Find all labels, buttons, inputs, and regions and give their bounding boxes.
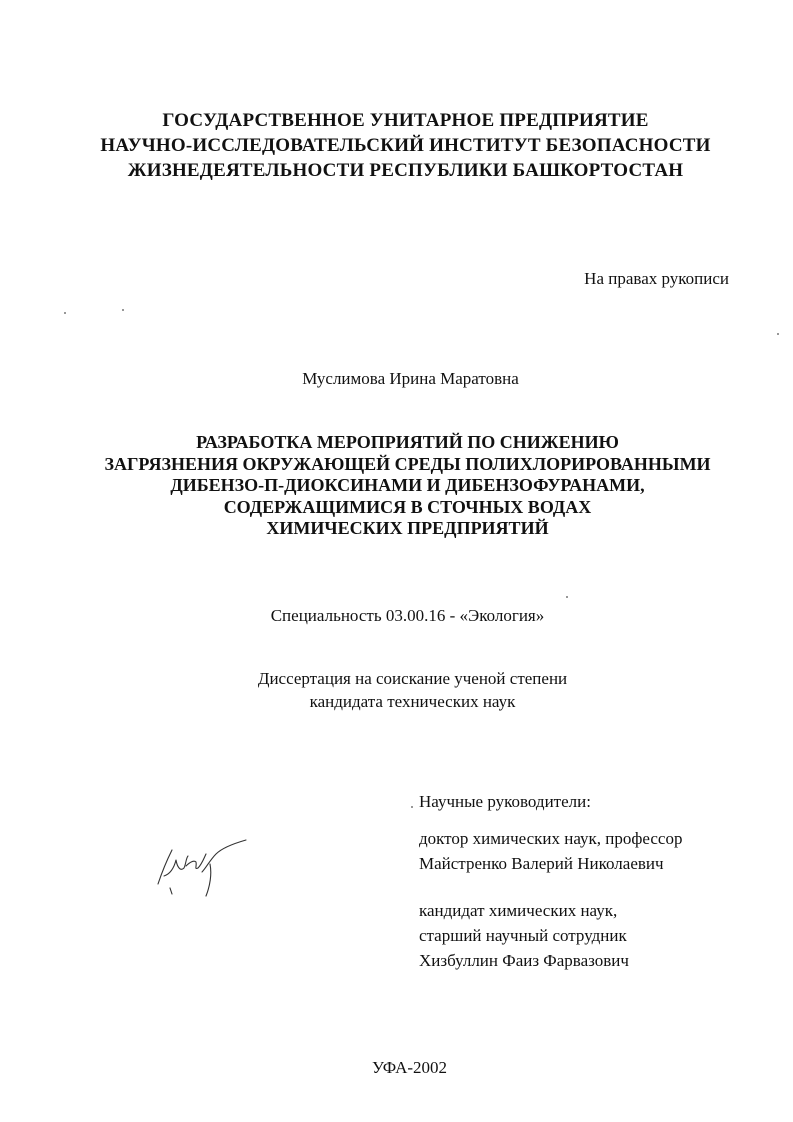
specialty-text: Специальность 03.00.16 - «Экология»	[270, 606, 545, 625]
title-line-5: ХИМИЧЕСКИХ ПРЕДПРИЯТИЙ	[266, 518, 549, 538]
organization-line-2: НАУЧНО-ИССЛЕДОВАТЕЛЬСКИЙ ИНСТИТУТ БЕЗОПАСНОСТИ	[100, 135, 711, 156]
manuscript-rights-note: На правах рукописи	[584, 269, 729, 288]
scan-speck	[777, 333, 779, 335]
city-year: УФА-2002	[371, 1058, 448, 1077]
supervisor-2-name: Хизбуллин Фаиз Фарвазович	[419, 951, 629, 970]
title-line-2: ЗАГРЯЗНЕНИЯ ОКРУЖАЮЩЕЙ СРЕДЫ ПОЛИХЛОРИРОВАННЫМИ	[104, 453, 711, 474]
supervisor-1-name: Майстренко Валерий Николаевич	[419, 854, 664, 873]
scan-speck	[411, 806, 413, 808]
handwritten-signature-icon	[150, 832, 260, 902]
dissertation-title	[0, 432, 793, 540]
supervisor-1-degree: доктор химических наук, профессор	[419, 829, 683, 848]
organization-line-3: ЖИЗНЕДЕЯТЕЛЬНОСТИ РЕСПУБЛИКИ БАШКОРТОСТАН	[127, 160, 684, 181]
scan-speck	[122, 309, 124, 311]
specialty-block	[0, 605, 793, 627]
supervisors-spacer	[419, 876, 682, 898]
supervisors-heading: Научные руководители:	[419, 792, 591, 811]
title-line-3: ДИБЕНЗО-П-ДИОКСИНАМИ И ДИБЕНЗОФУРАНАМИ,	[170, 475, 645, 495]
supervisor-2-position: старший научный сотрудник	[419, 926, 627, 945]
degree-statement	[0, 667, 793, 713]
supervisors-block	[419, 789, 682, 973]
degree-line-2: кандидата технических наук	[309, 692, 516, 711]
degree-line-1: Диссертация на соискание ученой степени	[257, 669, 568, 688]
signature-drawing	[150, 832, 260, 902]
title-line-4: СОДЕРЖАЩИМИСЯ В СТОЧНЫХ ВОДАХ	[223, 496, 592, 517]
organization-line-1: ГОСУДАРСТВЕННОЕ УНИТАРНОЕ ПРЕДПРИЯТИЕ	[162, 110, 649, 131]
author-name: Муслимова Ирина Маратовна	[302, 369, 519, 388]
scan-speck	[566, 596, 568, 598]
title-line-1: РАЗРАБОТКА МЕРОПРИЯТИЙ ПО СНИЖЕНИЮ	[196, 432, 619, 452]
organization-header	[0, 108, 793, 183]
author-block	[0, 368, 793, 390]
city-year-block	[0, 1057, 793, 1079]
supervisor-2-degree: кандидат химических наук,	[419, 901, 618, 920]
scan-speck	[64, 312, 66, 314]
